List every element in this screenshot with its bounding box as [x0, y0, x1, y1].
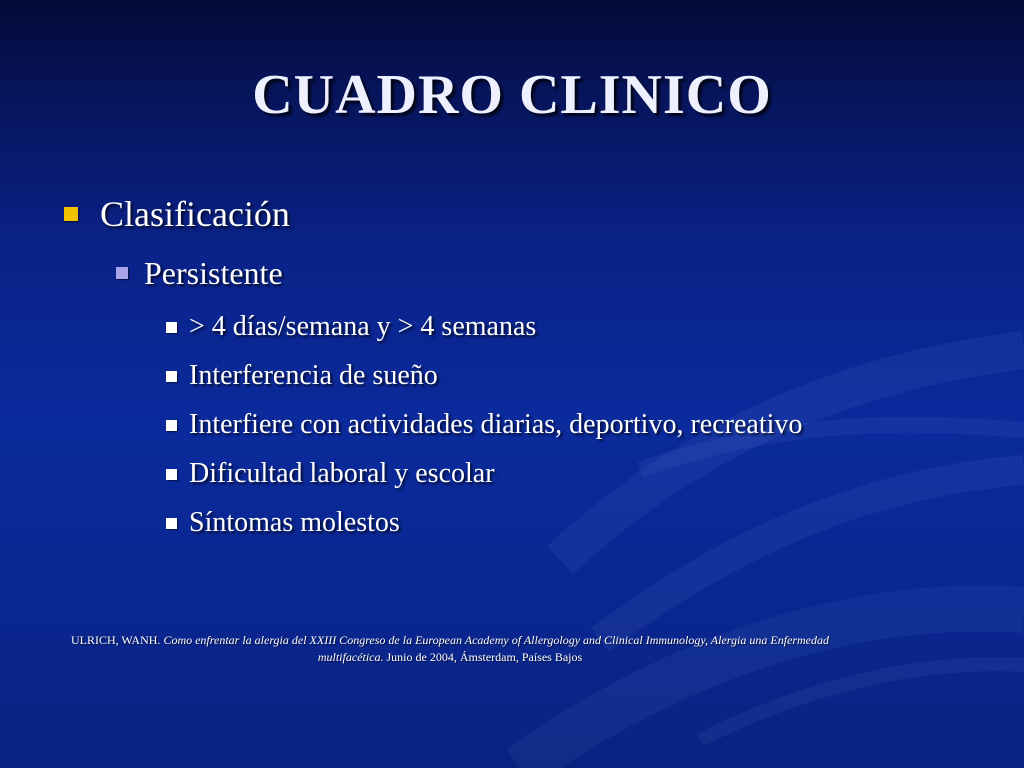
- bullet-level2: [116, 252, 283, 294]
- citation-place-date: Junio de 2004, Ámsterdam, Países Bajos: [386, 650, 583, 664]
- white-square-bullet-icon: [166, 518, 177, 529]
- bullet-level3-text: Interferencia de sueño: [189, 360, 438, 391]
- bullet-level3-text: Síntomas molestos: [189, 507, 400, 538]
- bullet-level3-item: [166, 505, 400, 541]
- slide-title: CUADRO CLINICO: [252, 64, 772, 126]
- citation-title-continued: multifacética.: [317, 650, 384, 664]
- citation-title: Como enfrentar la alergia del XXIII Congreso de la European Academy of Allergology and Clinical Immunology, Alergia una Enfermedad: [163, 633, 830, 647]
- white-square-bullet-icon: [166, 371, 177, 382]
- lavender-square-bullet-icon: [116, 267, 128, 279]
- bullet-level3-item: [166, 309, 536, 345]
- citation: [50, 632, 850, 666]
- yellow-square-bullet-icon: [64, 207, 78, 221]
- bullet-level3-item: [166, 358, 438, 394]
- citation-line2: [50, 649, 850, 666]
- bullet-level1: [64, 190, 290, 238]
- bullet-level3-text: Dificultad laboral y escolar: [189, 458, 495, 489]
- bullet-level3-text: Interfiere con actividades diarias, deportivo, recreativo: [189, 409, 803, 440]
- white-square-bullet-icon: [166, 322, 177, 333]
- bullet-level1-text: Clasificación: [100, 194, 290, 234]
- citation-author: ULRICH, WANH.: [70, 633, 161, 647]
- citation-line1: [50, 632, 850, 649]
- white-square-bullet-icon: [166, 469, 177, 480]
- bullet-level3-text: > 4 días/semana y > 4 semanas: [189, 311, 537, 342]
- bullet-level2-text: Persistente: [144, 255, 283, 291]
- white-square-bullet-icon: [166, 420, 177, 431]
- bullet-level3-item: [166, 456, 495, 492]
- bullet-level3-item: [166, 407, 802, 443]
